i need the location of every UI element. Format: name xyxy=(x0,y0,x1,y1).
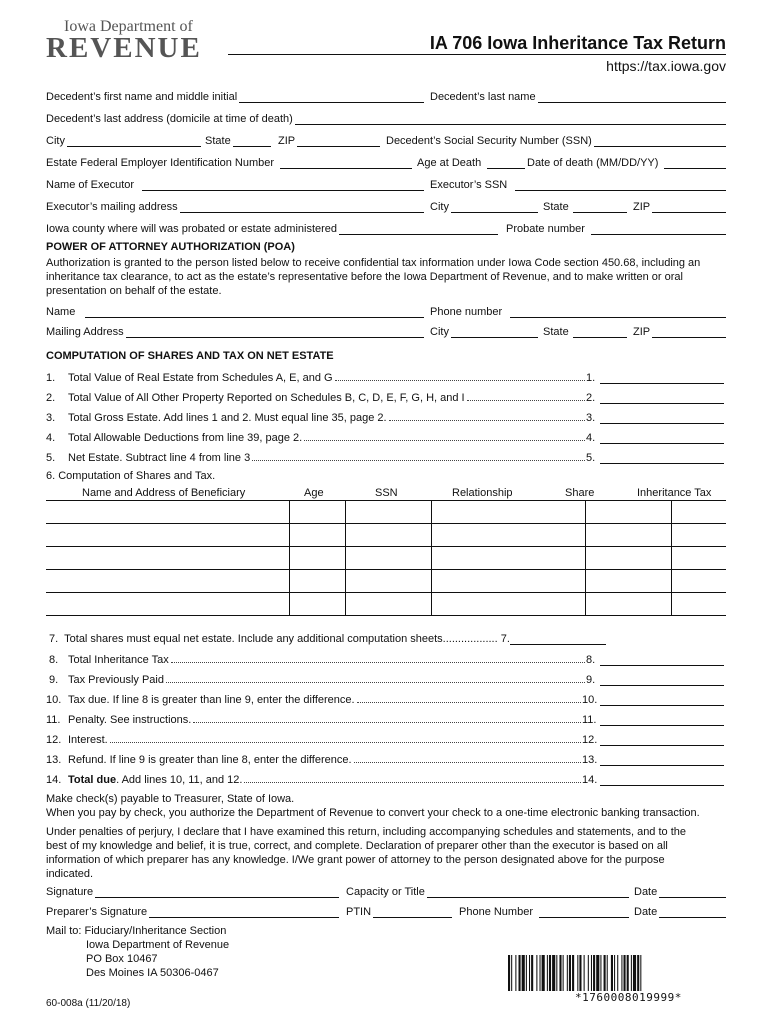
table-row xyxy=(46,547,726,570)
line-5-amount[interactable] xyxy=(600,453,724,464)
mail-line-2: Iowa Department of Revenue xyxy=(86,939,230,951)
label: Age at Death xyxy=(417,157,482,169)
line-number: 2. xyxy=(46,392,56,404)
label: Name of Executor xyxy=(46,179,135,191)
tax-url[interactable]: https://tax.iowa.gov xyxy=(606,58,726,74)
line-ref: 8. xyxy=(586,654,596,666)
col-age: Age xyxy=(304,487,324,499)
signature-field[interactable] xyxy=(46,884,339,898)
line-14[interactable] xyxy=(46,772,724,786)
col-inheritance-tax: Inheritance Tax xyxy=(637,487,712,499)
line-ref: 11. xyxy=(582,714,597,726)
col-ssn: SSN xyxy=(375,487,398,499)
label: Name xyxy=(46,306,76,318)
line-ref: 4. xyxy=(586,432,596,444)
declaration-2: best of my knowledge and belief, it is true, correct, and complete. Declaration of preparer other than the executor is based on all xyxy=(46,840,668,852)
age-at-death-field[interactable] xyxy=(417,155,525,169)
line-number: 5. xyxy=(46,452,56,464)
date-of-death-field[interactable] xyxy=(527,155,726,169)
line-ref: 13. xyxy=(582,754,598,766)
executor-ssn-field[interactable] xyxy=(430,177,726,191)
line-ref: 2. xyxy=(586,392,596,404)
label: Phone number xyxy=(430,306,503,318)
label: Signature xyxy=(46,886,94,898)
decedent-address-field[interactable] xyxy=(46,111,726,125)
label: Iowa county where will was probated or estate administered xyxy=(46,223,338,235)
executor-address-field[interactable] xyxy=(46,199,424,213)
line-ref: 14. xyxy=(582,774,598,786)
poa-text-1: Authorization is granted to the person listed below to receive confidential tax information under Iowa Code section 450.68, including an xyxy=(46,257,701,269)
line-3[interactable] xyxy=(46,410,724,424)
county-field[interactable] xyxy=(46,221,498,235)
line-text: Total Value of Real Estate from Schedules A, E, and G xyxy=(68,372,333,384)
beneficiary-table xyxy=(46,500,726,616)
header-rule xyxy=(228,54,726,55)
label: Probate number xyxy=(506,223,585,235)
line-12[interactable] xyxy=(46,732,724,746)
declaration-4: indicated. xyxy=(46,868,94,880)
line-number: 4. xyxy=(46,432,56,444)
poa-phone-field[interactable] xyxy=(430,304,726,318)
executor-state-field[interactable] xyxy=(543,199,627,213)
line-10[interactable] xyxy=(46,692,724,706)
label: ZIP xyxy=(633,326,651,338)
agency-logo xyxy=(46,18,216,62)
estate-fein-field[interactable] xyxy=(46,155,412,169)
line-4-amount[interactable] xyxy=(600,433,724,444)
decedent-zip-field[interactable] xyxy=(278,133,380,147)
label: Capacity or Title xyxy=(346,886,425,898)
line-ref: 1. xyxy=(586,372,596,384)
poa-state-field[interactable] xyxy=(543,324,627,338)
executor-zip-field[interactable] xyxy=(633,199,726,213)
line-5[interactable] xyxy=(46,450,724,464)
label: Phone Number xyxy=(459,906,533,918)
line-2[interactable] xyxy=(46,390,724,404)
line-7-amount[interactable] xyxy=(510,634,606,645)
label: Decedent’s first name and middle initial xyxy=(46,91,238,103)
line-ref: 3. xyxy=(586,412,596,424)
line-text: Tax due. If line 8 is greater than line 9, enter the difference. xyxy=(68,694,355,706)
col-relationship: Relationship xyxy=(452,487,513,499)
mail-line-4: Des Moines IA 50306-0467 xyxy=(86,967,219,979)
line-number: 9. xyxy=(46,674,59,686)
line-10-amount[interactable] xyxy=(600,695,724,706)
line-12-amount[interactable] xyxy=(600,735,724,746)
poa-heading: POWER OF ATTORNEY AUTHORIZATION (POA) xyxy=(46,241,295,253)
line-4[interactable] xyxy=(46,430,724,444)
poa-name-field[interactable] xyxy=(46,304,424,318)
line-text: Total Allowable Deductions from line 39, page 2. xyxy=(68,432,303,444)
decedent-city-field[interactable] xyxy=(46,133,201,147)
ptin-field[interactable] xyxy=(346,904,452,918)
line-number: 10. xyxy=(46,694,62,706)
decedent-state-field[interactable] xyxy=(205,133,271,147)
line-6-label: 6. Computation of Shares and Tax. xyxy=(46,470,216,482)
capacity-field[interactable] xyxy=(346,884,629,898)
line-1[interactable] xyxy=(46,370,724,384)
line-ref: 12. xyxy=(582,734,598,746)
line-11-amount[interactable] xyxy=(600,715,724,726)
date-field[interactable] xyxy=(634,884,726,898)
line-3-amount[interactable] xyxy=(600,413,724,424)
decedent-last-name-field[interactable] xyxy=(430,89,726,103)
line-8-amount[interactable] xyxy=(600,655,724,666)
table-row xyxy=(46,593,726,616)
line-14-amount[interactable] xyxy=(600,775,724,786)
line-number: 11. xyxy=(46,714,61,726)
poa-mailing-field[interactable] xyxy=(46,324,424,338)
label: ZIP xyxy=(633,201,651,213)
table-row xyxy=(46,524,726,547)
line-2-amount[interactable] xyxy=(600,393,724,404)
label: City xyxy=(430,201,449,213)
preparer-signature-field[interactable] xyxy=(46,904,339,918)
line-1-amount[interactable] xyxy=(600,373,724,384)
mail-line-3: PO Box 10467 xyxy=(86,953,158,965)
line-text: Total Gross Estate. Add lines 1 and 2. Must equal line 35, page 2. xyxy=(68,412,387,424)
mail-line-1: Mail to: Fiduciary/Inheritance Section xyxy=(46,925,227,937)
line-text: Total Inheritance Tax xyxy=(68,654,169,666)
poa-city-field[interactable] xyxy=(430,324,538,338)
label: Executor’s SSN xyxy=(430,179,508,191)
line-text: Total Value of All Other Property Reported on Schedules B, C, D, E, F, G, H, and I xyxy=(68,392,465,404)
label: Date xyxy=(634,906,658,918)
agency-logo-line2: REVENUE xyxy=(46,32,202,64)
decedent-first-name-field[interactable] xyxy=(46,89,424,103)
payment-line-2: When you pay by check, you authorize the Department of Revenue to convert your check to a one-time electronic banking transaction. xyxy=(46,807,700,819)
line-number: 1. xyxy=(46,372,56,384)
barcode-text: *1760008019999* xyxy=(575,991,682,1004)
label: State xyxy=(543,326,569,338)
line-text: Tax Previously Paid xyxy=(68,674,164,686)
col-share: Share xyxy=(565,487,595,499)
poa-zip-field[interactable] xyxy=(633,324,726,338)
poa-text-2: inheritance tax clearance, to act as the estate’s representative before the Iowa Department of Revenue, and to make written or oral xyxy=(46,271,683,283)
line-number: 8. xyxy=(46,654,59,666)
form-number: 60-008a (11/20/18) xyxy=(46,998,131,1009)
label: Estate Federal Employer Identification Number xyxy=(46,157,275,169)
label: Decedent’s last address (domicile at time of death) xyxy=(46,113,293,125)
line-9[interactable] xyxy=(46,672,724,686)
line-7[interactable] xyxy=(46,631,606,645)
line-13-amount[interactable] xyxy=(600,755,724,766)
probate-number-field[interactable] xyxy=(506,221,726,235)
label: ZIP xyxy=(278,135,296,147)
table-row xyxy=(46,501,726,524)
form-title: IA 706 Iowa Inheritance Tax Return xyxy=(429,33,726,53)
label: Date xyxy=(634,886,658,898)
line-13[interactable] xyxy=(46,752,724,766)
line-text: Net Estate. Subtract line 4 from line 3 xyxy=(68,452,251,464)
line-text: Refund. If line 9 is greater than line 8, enter the difference. xyxy=(68,754,352,766)
line-ref: 9. xyxy=(586,674,596,686)
line-number: 3. xyxy=(46,412,56,424)
line-number: 13. xyxy=(46,754,62,766)
declaration-3: information of which preparer has any knowledge. I/We grant power of attorney to the person designated above for the purpose xyxy=(46,854,665,866)
label: Date of death (MM/DD/YY) xyxy=(527,157,659,169)
executor-city-field[interactable] xyxy=(430,199,538,213)
line-text: Penalty. See instructions. xyxy=(68,714,192,726)
payment-line-1: Make check(s) payable to Treasurer, State of Iowa. xyxy=(46,793,295,805)
label: City xyxy=(430,326,449,338)
line-ref: 5. xyxy=(586,452,596,464)
table-row xyxy=(46,570,726,593)
total-due-label: Total due xyxy=(68,774,117,786)
col-beneficiary: Name and Address of Beneficiary xyxy=(82,487,246,499)
label: Decedent’s Social Security Number (SSN) xyxy=(386,135,592,147)
decedent-ssn-field[interactable] xyxy=(386,133,726,147)
line-number: 12. xyxy=(46,734,62,746)
line-ref: 10. xyxy=(582,694,598,706)
line-8[interactable] xyxy=(46,652,724,666)
barcode xyxy=(508,955,730,991)
line-9-amount[interactable] xyxy=(600,675,724,686)
date2-field[interactable] xyxy=(634,904,726,918)
label: State xyxy=(205,135,231,147)
label: City xyxy=(46,135,65,147)
computation-heading: COMPUTATION OF SHARES AND TAX ON NET ESTATE xyxy=(46,350,334,362)
agency-logo-line1: Iowa Department of xyxy=(64,18,193,35)
label: Executor’s mailing address xyxy=(46,201,178,213)
label: State xyxy=(543,201,569,213)
line-11[interactable] xyxy=(46,712,724,726)
label: Decedent’s last name xyxy=(430,91,536,103)
line-text: Interest. xyxy=(68,734,108,746)
line-text: . Add lines 10, 11, and 12. xyxy=(116,774,243,786)
poa-text-3: presentation on behalf of the estate. xyxy=(46,285,222,297)
phone-number-field[interactable] xyxy=(459,904,629,918)
declaration-1: Under penalties of perjury, I declare that I have examined this return, including accompanying schedules and statements, and to the xyxy=(46,826,687,838)
label: Preparer’s Signature xyxy=(46,906,148,918)
executor-name-field[interactable] xyxy=(46,177,424,191)
label: Mailing Address xyxy=(46,326,124,338)
line-number: 14. xyxy=(46,774,62,786)
label: PTIN xyxy=(346,906,372,918)
line-7-text: 7. Total shares must equal net estate. Include any additional computation sheets.................. 7. xyxy=(46,633,510,645)
